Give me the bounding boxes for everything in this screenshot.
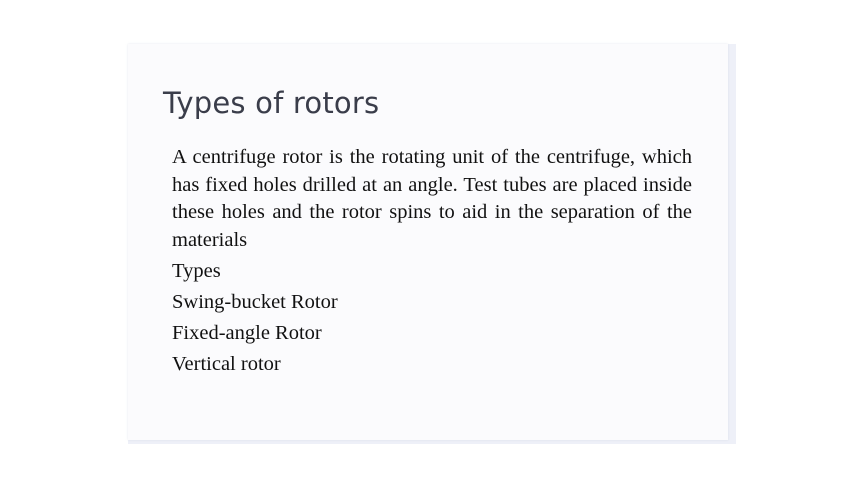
description-paragraph: A centrifuge rotor is the rotating unit of the centrifuge, which has fixed holes drilled at an angle. Test tubes are placed inside these holes and the rotor spins to aid in the separation of the materials	[172, 146, 692, 251]
slide-right-shadow	[728, 44, 736, 444]
slide	[128, 44, 728, 440]
slide-body	[172, 144, 692, 380]
slide-title: Types of rotors	[163, 86, 380, 120]
type-item-fixed-angle: Fixed-angle Rotor	[172, 322, 322, 344]
types-heading: Types	[172, 260, 221, 282]
type-item-swing-bucket: Swing-bucket Rotor	[172, 291, 338, 313]
type-item-vertical: Vertical rotor	[172, 353, 281, 375]
